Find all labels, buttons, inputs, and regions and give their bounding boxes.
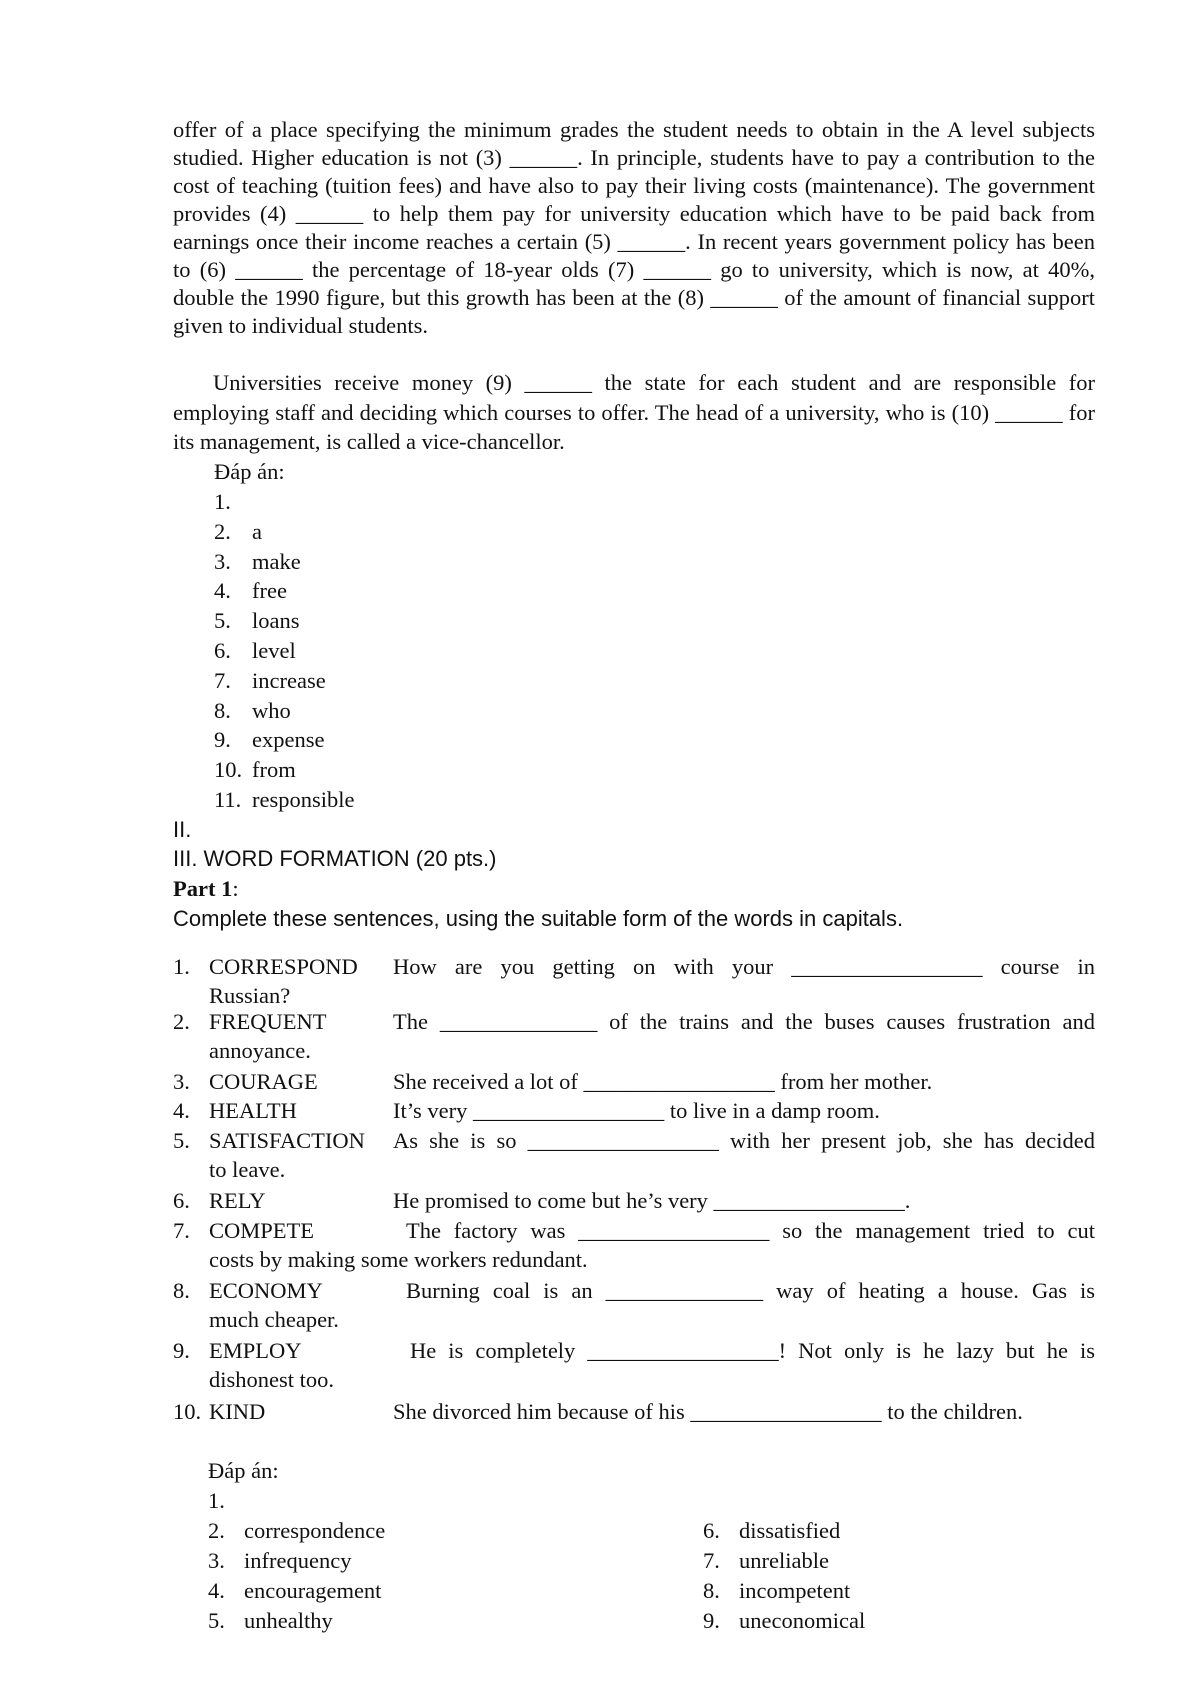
answer-number: 4. — [214, 578, 231, 604]
answer-item — [214, 785, 354, 815]
item-number: 3. — [173, 1069, 190, 1094]
answer-item — [214, 547, 354, 577]
answer-text: unhealthy — [244, 1608, 333, 1633]
answer-number: 2. — [208, 1518, 225, 1543]
answer-text: unreliable — [739, 1548, 829, 1573]
item-sentence: The factory was _________________ so the management tried to cut — [406, 1218, 1095, 1243]
part-1-colon: : — [232, 876, 239, 901]
answer-number: 6. — [214, 637, 231, 663]
item-number: 4. — [173, 1098, 190, 1123]
item-sentence-continued: to leave. — [209, 1157, 286, 1182]
answers-list — [214, 487, 354, 815]
answer-number: 2. — [214, 518, 231, 544]
item-word: HEALTH — [209, 1098, 297, 1123]
answers-2-title: Đáp án: — [208, 1458, 279, 1483]
item-number: 8. — [173, 1278, 190, 1303]
answer-number: 10. — [214, 757, 243, 783]
answer-number: 7. — [703, 1548, 720, 1573]
item-sentence: She divorced him because of his _________________ to the children. — [393, 1399, 1023, 1424]
answer-text: who — [252, 697, 291, 723]
answer-item — [208, 1576, 385, 1606]
item-word: ECONOMY — [209, 1278, 323, 1303]
answer-item — [208, 1486, 385, 1516]
item-sentence-continued: costs by making some workers redundant. — [209, 1247, 588, 1272]
item-sentence: He is completely _________________! Not only is he lazy but he is — [410, 1338, 1095, 1363]
answer-text: a — [252, 518, 262, 544]
answer-item — [214, 755, 354, 785]
answer-item — [214, 666, 354, 696]
item-sentence: She received a lot of _________________ from her mother. — [393, 1069, 933, 1094]
part-1-heading — [173, 875, 239, 903]
item-number: 1. — [173, 954, 190, 979]
answer-number: 11. — [214, 786, 242, 812]
item-word: SATISFACTION — [209, 1128, 365, 1153]
answer-text: make — [252, 548, 301, 574]
answer-text: dissatisfied — [739, 1518, 841, 1543]
part-1-label: Part 1 — [173, 876, 233, 901]
answers-2-column-2 — [703, 1516, 865, 1636]
item-sentence-continued: dishonest too. — [209, 1367, 335, 1392]
answer-item — [214, 576, 354, 606]
answer-text: infrequency — [244, 1548, 352, 1573]
answer-item — [214, 606, 354, 636]
item-sentence: How are you getting on with your _________________ course in — [393, 954, 1095, 979]
answer-item — [703, 1516, 865, 1546]
answer-text: correspondence — [244, 1518, 386, 1543]
item-sentence: The ______________ of the trains and the buses causes frustration and — [393, 1009, 1095, 1034]
item-sentence: Burning coal is an ______________ way of heating a house. Gas is — [406, 1278, 1095, 1303]
answer-item — [214, 696, 354, 726]
item-word: COMPETE — [209, 1218, 315, 1243]
item-sentence: He promised to come but he’s very _________________. — [393, 1188, 911, 1213]
item-number: 6. — [173, 1188, 190, 1213]
item-word: KIND — [209, 1399, 266, 1424]
answer-number: 9. — [703, 1608, 720, 1633]
answer-number: 8. — [214, 697, 231, 723]
item-word: EMPLOY — [209, 1338, 302, 1363]
section-3-heading: III. WORD FORMATION (20 pts.) — [173, 846, 497, 871]
answer-number: 3. — [214, 548, 231, 574]
item-sentence: As she is so _________________ with her present job, she has decided — [393, 1128, 1095, 1153]
answer-text: uneconomical — [739, 1608, 866, 1633]
answer-item — [214, 636, 354, 666]
item-number: 7. — [173, 1218, 190, 1243]
item-sentence-continued: annoyance. — [209, 1038, 311, 1063]
answer-item — [703, 1546, 865, 1576]
answer-item — [208, 1546, 385, 1576]
answer-number: 5. — [214, 608, 231, 634]
answer-item — [214, 517, 354, 547]
answer-number: 1. — [214, 489, 231, 514]
answer-text: free — [252, 578, 287, 604]
answer-number: 1. — [208, 1488, 225, 1513]
passage-paragraph-1: offer of a place specifying the minimum grades the student needs to obtain in the A level subjects studied. Higher education is not (3) ______. In principle, students have to pay a contribution to the cost of teaching (tuition fees) and have also to pay their living costs (maintenance). The government provides (4) ______ to help them pay for university education which have to be paid back from earnings once their income reaches a certain (5) ______. In recent years government policy has been to (6) ______ the percentage of 18-year olds (7) ______ go to university, which is now, at 40%, double the 1990 figure, but this growth has been at the (8) ______ of the amount of financial support given to individual students. — [173, 117, 1095, 338]
answer-text: increase — [252, 667, 326, 693]
item-sentence-continued: Russian? — [209, 983, 291, 1008]
answer-number: 8. — [703, 1578, 720, 1603]
item-word: RELY — [209, 1188, 266, 1213]
item-sentence-continued: much cheaper. — [209, 1307, 339, 1332]
answer-number: 3. — [208, 1548, 225, 1573]
answer-text: expense — [252, 727, 325, 753]
answer-text: encouragement — [244, 1578, 382, 1603]
instruction-text: Complete these sentences, using the suitable form of the words in capitals. — [173, 906, 904, 931]
answer-text: loans — [252, 608, 300, 634]
answer-text: level — [252, 637, 296, 663]
answer-text: from — [252, 757, 296, 783]
answer-number: 6. — [703, 1518, 720, 1543]
answer-number: 5. — [208, 1608, 225, 1633]
answer-item — [208, 1516, 385, 1546]
answer-number: 4. — [208, 1578, 225, 1603]
item-word: COURAGE — [209, 1069, 318, 1094]
answer-number: 9. — [214, 727, 231, 753]
answer-item — [214, 725, 354, 755]
item-number: 5. — [173, 1128, 190, 1153]
answer-item — [208, 1606, 385, 1636]
passage-paragraph-2: Universities receive money (9) ______ the state for each student and are responsible for employing staff and deciding which courses to offer. The head of a university, who is (10) ______ for its management, is called a vice-chancellor. — [173, 370, 1095, 454]
answer-item — [703, 1606, 865, 1636]
answers-title: Đáp án: — [214, 459, 285, 484]
item-number: 9. — [173, 1338, 190, 1363]
item-sentence: It’s very _________________ to live in a damp room. — [393, 1098, 880, 1123]
answer-item — [703, 1576, 865, 1606]
item-word: FREQUENT — [209, 1009, 327, 1034]
item-word: CORRESPOND — [209, 954, 358, 979]
answer-item — [214, 487, 354, 517]
answer-number: 7. — [214, 667, 231, 693]
answers-2-column-1 — [208, 1486, 385, 1636]
answer-text: responsible — [252, 786, 355, 812]
answer-text: incompetent — [739, 1578, 851, 1603]
item-number: 2. — [173, 1009, 190, 1034]
item-number: 10. — [173, 1399, 202, 1424]
section-2-heading: II. — [173, 817, 192, 842]
